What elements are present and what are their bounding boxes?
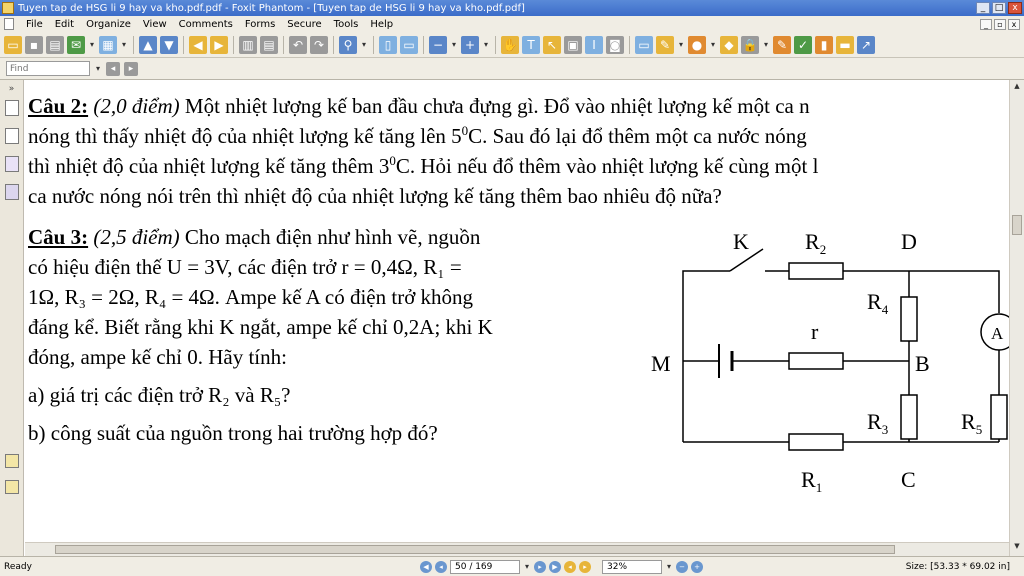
menu-edit[interactable]: Edit [54, 18, 75, 30]
check-icon[interactable]: ✓ [794, 36, 812, 54]
fit-width-icon[interactable]: ▭ [400, 36, 418, 54]
page-size-info: Size: [53.33 * 69.02 in] [905, 561, 1010, 572]
zoom-out-status-icon[interactable]: − [676, 561, 688, 573]
toolbar-separator [133, 36, 134, 54]
expand-sidebar-icon[interactable]: » [8, 84, 15, 94]
highlight-icon[interactable]: ▮ [815, 36, 833, 54]
resistor-r3 [901, 395, 917, 439]
label-r4: $R_4$ [867, 289, 889, 317]
document-icon [4, 18, 14, 30]
hand-tool-icon[interactable]: ✋ [502, 37, 518, 52]
comments-panel-icon[interactable] [5, 454, 19, 468]
page-dropdown-icon[interactable]: ▾ [524, 562, 529, 571]
label-r1: $R_1$ [801, 467, 823, 495]
page-up-icon[interactable]: ▲ [139, 36, 157, 54]
back-icon[interactable]: ◀ [189, 36, 207, 54]
doc-minimize-button[interactable]: _ [980, 19, 992, 30]
print-icon[interactable]: ▤ [46, 36, 64, 54]
toolbar-separator [333, 36, 334, 54]
layers-panel-icon[interactable] [5, 184, 19, 200]
zoom-in-icon[interactable]: + [461, 36, 479, 54]
question-text: có hiệu điện thế U = 3V, các điện trở r = 0,4Ω, R₁ = [28, 255, 462, 279]
annotations-panel-icon[interactable] [5, 156, 19, 172]
forward-icon[interactable]: ▶ [210, 36, 228, 54]
minimize-button[interactable]: _ [976, 2, 990, 14]
app-icon [2, 2, 14, 14]
question-label: Câu 2: [28, 94, 89, 118]
page-counter-input[interactable]: 50 / 169 [450, 560, 520, 574]
label-m: M [651, 351, 671, 376]
navigation-sidebar [0, 80, 24, 556]
menu-file[interactable]: File [26, 18, 43, 30]
toolbar-separator [495, 36, 496, 54]
first-page-icon[interactable]: ◀ [420, 561, 432, 573]
question-text: Cho mạch điện như hình vẽ, nguồn [184, 225, 481, 249]
last-page-icon[interactable]: ▶ [549, 561, 561, 573]
save-icon[interactable]: ▪ [25, 36, 43, 54]
comment-icon[interactable]: ▬ [836, 36, 854, 54]
menu-organize[interactable]: Organize [86, 18, 131, 30]
scroll-down-icon[interactable]: ▼ [1014, 542, 1020, 550]
toolbar-separator [629, 36, 630, 54]
question-points: (2,0 điểm) [93, 94, 180, 118]
lock-dropdown-icon[interactable]: ▾ [763, 40, 768, 49]
user-icon[interactable]: ● [688, 36, 706, 54]
redo-icon[interactable]: ↷ [310, 36, 328, 54]
scan-icon[interactable]: ▦ [99, 36, 117, 54]
label-d: D [901, 229, 917, 254]
typewriter-icon[interactable]: I [585, 36, 603, 54]
wire-left [683, 271, 730, 442]
history-back-icon[interactable]: ◂ [564, 561, 576, 573]
question-text: nóng thì thấy nhiệt độ của nhiệt lượng kế tăng lên 5 [28, 124, 462, 148]
zoom-out-icon[interactable]: − [429, 36, 447, 54]
label-r2: $R_2$ [805, 229, 827, 257]
zoom-tool-icon[interactable]: ⚲ [339, 36, 357, 54]
toolbar-separator [373, 36, 374, 54]
continuous-layout-icon[interactable]: ▤ [260, 36, 278, 54]
zoom-in-status-icon[interactable]: + [691, 561, 703, 573]
main-toolbar [0, 32, 1024, 58]
edit-text-icon[interactable]: ✎ [656, 36, 674, 54]
menu-comments[interactable]: Comments [178, 18, 233, 30]
resistor-r2 [789, 263, 843, 279]
scroll-up-icon[interactable]: ▲ [1014, 82, 1020, 90]
resistor-r1 [789, 434, 843, 450]
window-title: Tuyen tap de HSG li 9 hay va kho.pdf.pdf - Foxit Phantom - [Tuyen tap de HSG li 9 hay va kho.pdf.pdf] [18, 2, 525, 14]
pages-panel-icon[interactable] [5, 100, 19, 116]
question-points: (2,5 điểm) [93, 225, 180, 249]
zoom-in-dropdown-icon[interactable]: ▾ [483, 40, 488, 49]
question-part-a: a) giá trị các điện trở R₂ và R₅? [28, 383, 291, 407]
status-ready: Ready [4, 561, 32, 572]
menu-forms[interactable]: Forms [244, 18, 276, 30]
undo-icon[interactable]: ↶ [289, 36, 307, 54]
question-text: thì nhiệt độ của nhiệt lượng kế tăng thêm 3 [28, 154, 390, 178]
find-toolbar [0, 58, 1024, 80]
select-annotation-icon[interactable]: ↖ [543, 36, 561, 54]
resistor-r4 [901, 297, 917, 341]
email-dropdown-icon[interactable]: ▾ [89, 40, 94, 49]
zoom-level-dropdown-icon[interactable]: ▾ [666, 562, 671, 571]
vertical-scrollbar[interactable] [1009, 80, 1024, 556]
maximize-button[interactable]: □ [992, 2, 1006, 14]
question-3 [28, 222, 618, 448]
next-page-icon[interactable]: ▸ [534, 561, 546, 573]
status-bar [0, 556, 1024, 576]
find-next-icon[interactable]: ▸ [124, 62, 138, 76]
question-text: ca nước nóng nói trên thì nhiệt độ của nhiệt lượng kế tăng thêm bao nhiêu độ nữa? [28, 184, 722, 208]
snapshot-icon[interactable]: ▣ [564, 36, 582, 54]
zoom-dropdown-icon[interactable]: ▾ [361, 40, 366, 49]
question-label: Câu 3: [28, 225, 89, 249]
close-button[interactable]: x [1008, 2, 1022, 14]
label-r3: $R_3$ [867, 409, 889, 437]
open-icon[interactable]: ▭ [4, 36, 22, 54]
form-icon[interactable]: ▭ [635, 36, 653, 54]
label-r: r [811, 319, 819, 344]
text-select-icon[interactable]: T [522, 36, 540, 54]
menu-secure[interactable]: Secure [287, 18, 322, 30]
superscript: 0 [461, 123, 469, 138]
horizontal-scroll-thumb[interactable] [55, 545, 895, 554]
question-text: đáng kể. Biết rằng khi K ngắt, ampe kế chỉ 0,2A; khi K [28, 315, 493, 339]
user-dropdown-icon[interactable]: ▾ [710, 40, 715, 49]
menu-bar [0, 16, 1024, 32]
previous-page-icon[interactable]: ◂ [435, 561, 447, 573]
menu-tools[interactable]: Tools [333, 18, 359, 30]
zoom-out-dropdown-icon[interactable]: ▾ [451, 40, 456, 49]
find-previous-icon[interactable]: ◂ [106, 62, 120, 76]
stamp-icon[interactable]: ◆ [720, 36, 738, 54]
question-part-b: b) công suất của nguồn trong hai trường hợp đó? [28, 421, 438, 445]
toolbar-separator [183, 36, 184, 54]
resistor-r [789, 353, 843, 369]
title-bar [0, 0, 1024, 16]
attachments-panel-icon[interactable] [5, 480, 19, 494]
find-dropdown-icon[interactable]: ▾ [95, 64, 100, 73]
superscript: 0 [389, 153, 396, 168]
toolbar-separator [233, 36, 234, 54]
circuit-diagram [635, 225, 1009, 505]
toolbar-separator [283, 36, 284, 54]
question-text: Một nhiệt lượng kế ban đầu chưa đựng gì. Đổ vào nhiệt lượng kế một ca n [184, 94, 810, 118]
question-text: đóng, ampe kế chỉ 0. Hãy tính: [28, 345, 287, 369]
question-2 [28, 91, 1009, 211]
sign-icon[interactable]: ✎ [773, 36, 791, 54]
arrow-tool-icon[interactable]: ↗ [857, 36, 875, 54]
zoom-level-input[interactable]: 32% [602, 560, 662, 574]
question-text: C. Hỏi nếu đổ thêm vào nhiệt lượng kế cùng một l [395, 154, 819, 178]
pdf-page [25, 80, 1009, 542]
page-layout-icon[interactable]: ▥ [239, 36, 257, 54]
toolbar-separator [423, 36, 424, 54]
email-icon[interactable]: ✉ [67, 36, 85, 54]
bookmarks-panel-icon[interactable] [5, 128, 19, 144]
question-text: C. Sau đó lại đổ thêm một ca nước nóng [468, 124, 807, 148]
label-c: C [901, 467, 916, 492]
page-down-icon[interactable]: ▼ [160, 36, 178, 54]
label-b: B [915, 351, 930, 376]
vertical-scroll-thumb[interactable] [1012, 215, 1022, 235]
menu-view[interactable]: View [142, 18, 167, 30]
question-text: 1Ω, R₃ = 2Ω, R₄ = 4Ω. Ampe kế A có điện trở không [28, 285, 474, 309]
doc-close-button[interactable]: x [1008, 19, 1020, 30]
lock-icon[interactable]: 🔒 [742, 37, 758, 52]
menu-help[interactable]: Help [370, 18, 394, 30]
camera-icon[interactable]: ◙ [606, 36, 624, 54]
label-k: K [733, 229, 749, 254]
label-r5: $R_5$ [961, 409, 983, 437]
find-input[interactable] [6, 61, 90, 76]
scan-dropdown-icon[interactable]: ▾ [121, 40, 126, 49]
doc-restore-button[interactable]: ▫ [994, 19, 1006, 30]
edit-dropdown-icon[interactable]: ▾ [678, 40, 683, 49]
history-forward-icon[interactable]: ▸ [579, 561, 591, 573]
ammeter-label: A [991, 324, 1004, 343]
horizontal-scrollbar[interactable] [25, 542, 1009, 556]
resistor-r5 [991, 395, 1007, 439]
fit-page-icon[interactable]: ▯ [379, 36, 397, 54]
